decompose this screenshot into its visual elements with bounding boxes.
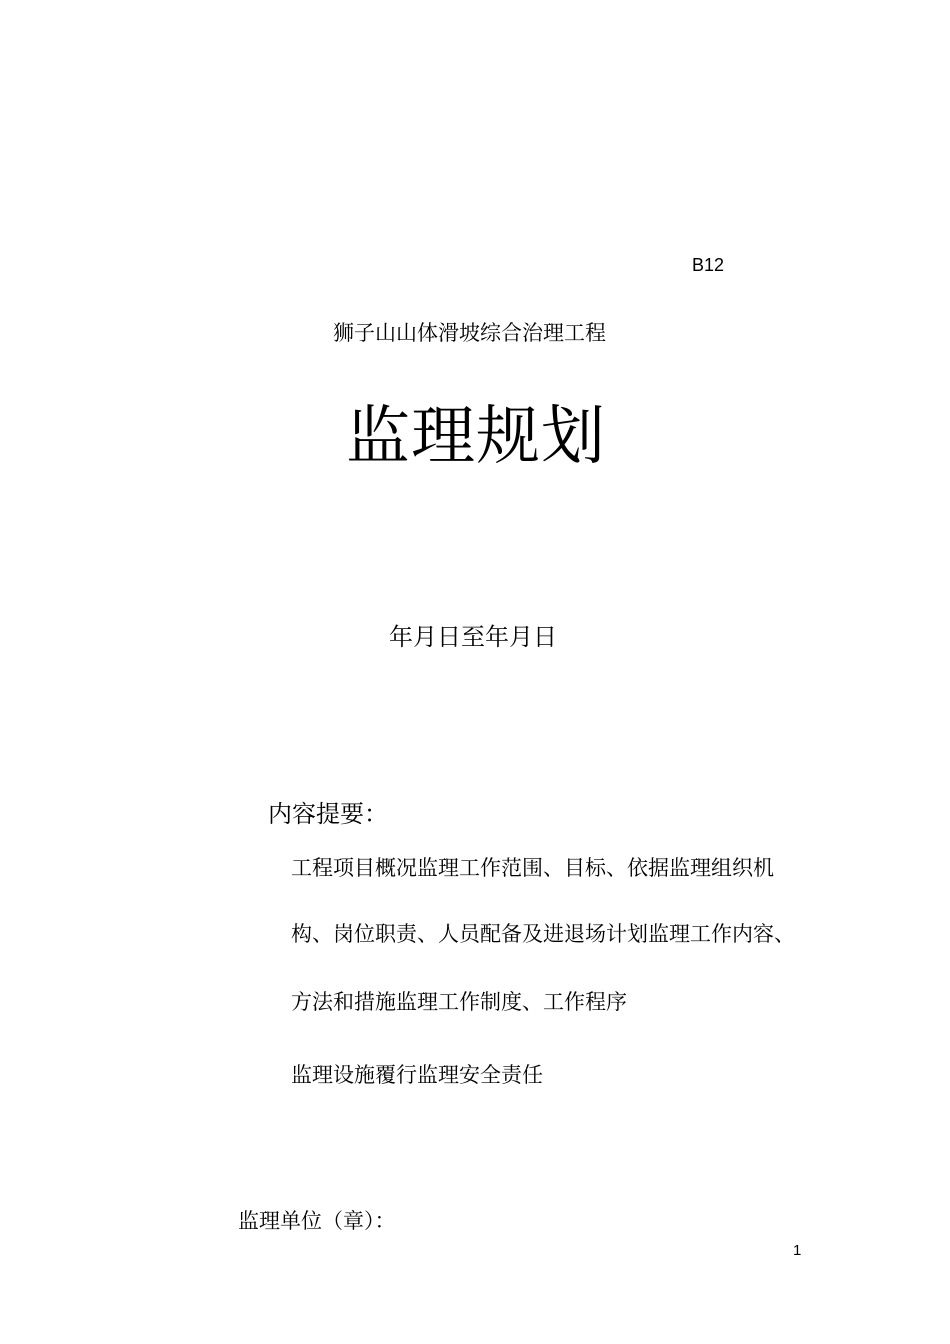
project-name: 狮子山山体滑坡综合治理工程 bbox=[333, 321, 606, 345]
summary-label: 内容提要： bbox=[268, 800, 388, 828]
document-code: B12 bbox=[692, 255, 725, 275]
summary-line: 方法和措施监理工作制度、工作程序 bbox=[291, 990, 627, 1014]
summary-line: 构、岗位职责、人员配备及进退场计划监理工作内容、 bbox=[291, 922, 795, 946]
summary-line: 工程项目概况监理工作范围、目标、依据监理组织机 bbox=[291, 856, 774, 880]
summary-line: 监理设施覆行监理安全责任 bbox=[291, 1063, 543, 1087]
supervision-unit-label: 监理单位（章）： bbox=[238, 1209, 396, 1233]
date-range: 年月日至年月日 bbox=[389, 623, 557, 651]
page-number: 1 bbox=[793, 1242, 802, 1259]
document-title: 监理规划 bbox=[346, 400, 606, 474]
